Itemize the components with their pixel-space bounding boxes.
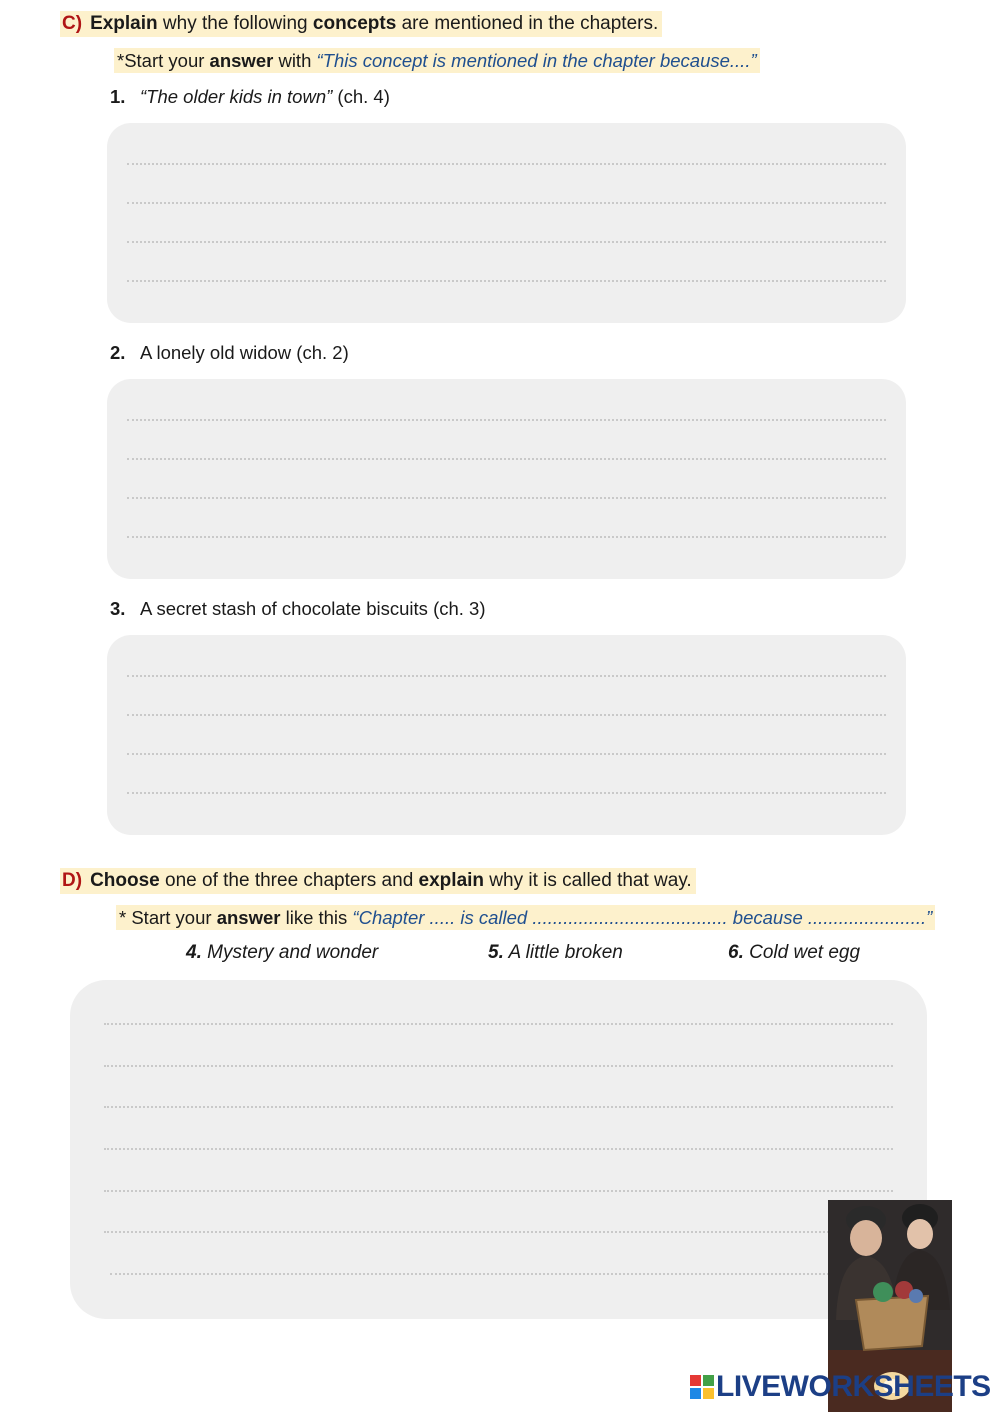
instruction-c-mid: with (273, 50, 317, 71)
instruction-c-quote: “This concept is mentioned in the chapter because....” (316, 50, 757, 71)
writing-line (127, 675, 886, 677)
writing-line (104, 1148, 893, 1150)
instruction-d-mid: like this (280, 907, 353, 928)
answer-box-2[interactable] (107, 379, 906, 579)
liveworksheets-logo-icon (690, 1375, 714, 1399)
writing-line (104, 1065, 893, 1067)
instruction-d-bold: answer (216, 907, 281, 928)
question-1-text: (ch. 4) (332, 86, 390, 107)
writing-line (127, 241, 886, 243)
question-2-number: 2. (110, 342, 126, 363)
writing-line (127, 714, 886, 716)
writing-line (127, 280, 886, 282)
question-2-text: A lonely old widow (ch. 2) (140, 342, 349, 363)
question-1 (110, 85, 390, 109)
writing-line (110, 1273, 893, 1275)
heading-c-part-1: Explain (90, 13, 158, 34)
writing-line (127, 497, 886, 499)
writing-line (104, 1106, 893, 1108)
instruction-c-prefix: *Start your (117, 50, 210, 71)
heading-d-part-2: one of the three chapters and (159, 870, 419, 891)
writing-line (127, 792, 886, 794)
answer-box-1[interactable] (107, 123, 906, 323)
writing-line (127, 202, 886, 204)
chapter-option-5-number: 5. (488, 942, 504, 963)
writing-line (104, 1190, 893, 1192)
section-d-letter: D) (62, 870, 83, 891)
heading-c-part-2: why the following (157, 13, 313, 34)
liveworksheets-logo-text: LIVEWORKSHEETS (716, 1370, 991, 1403)
writing-line (127, 536, 886, 538)
chapter-option-6 (728, 942, 860, 964)
liveworksheets-logo (690, 1370, 991, 1404)
instruction-d-quote: “Chapter ..... is called ...................................... because .......................” (352, 907, 933, 928)
question-3 (110, 597, 486, 621)
instruction-c-bold: answer (209, 50, 274, 71)
heading-c-part-4: are mentioned in the chapters. (396, 13, 659, 34)
chapter-option-4-title: Mystery and wonder (207, 942, 379, 963)
chapter-option-5 (488, 942, 623, 964)
writing-line (104, 1231, 893, 1233)
question-1-number: 1. (110, 86, 126, 107)
section-c-instruction (114, 48, 760, 73)
question-3-text: A secret stash of chocolate biscuits (ch. 3) (140, 598, 486, 619)
section-d-heading (60, 868, 696, 894)
chapter-option-6-number: 6. (728, 942, 744, 963)
instruction-d-prefix: * Start your (119, 907, 217, 928)
heading-d-part-1: Choose (90, 870, 160, 891)
question-2 (110, 341, 349, 365)
heading-d-part-4: why it is called that way. (484, 870, 692, 891)
chapter-option-4-number: 4. (186, 942, 202, 963)
chapter-option-6-title: Cold wet egg (749, 942, 861, 963)
chapter-option-4 (186, 942, 378, 964)
writing-line (127, 163, 886, 165)
section-c-heading (60, 11, 662, 37)
section-c-letter: C) (62, 13, 83, 34)
heading-c-part-3: concepts (312, 13, 397, 34)
writing-line (104, 1023, 893, 1025)
answer-box-3[interactable] (107, 635, 906, 835)
answer-box-4[interactable] (70, 980, 927, 1319)
writing-line (127, 753, 886, 755)
chapter-option-5-title: A little broken (508, 942, 623, 963)
section-d-instruction (116, 905, 935, 930)
question-3-number: 3. (110, 598, 126, 619)
writing-line (127, 458, 886, 460)
heading-d-part-3: explain (418, 870, 485, 891)
writing-line (127, 419, 886, 421)
question-1-italic-text: “The older kids in town” (140, 86, 333, 107)
